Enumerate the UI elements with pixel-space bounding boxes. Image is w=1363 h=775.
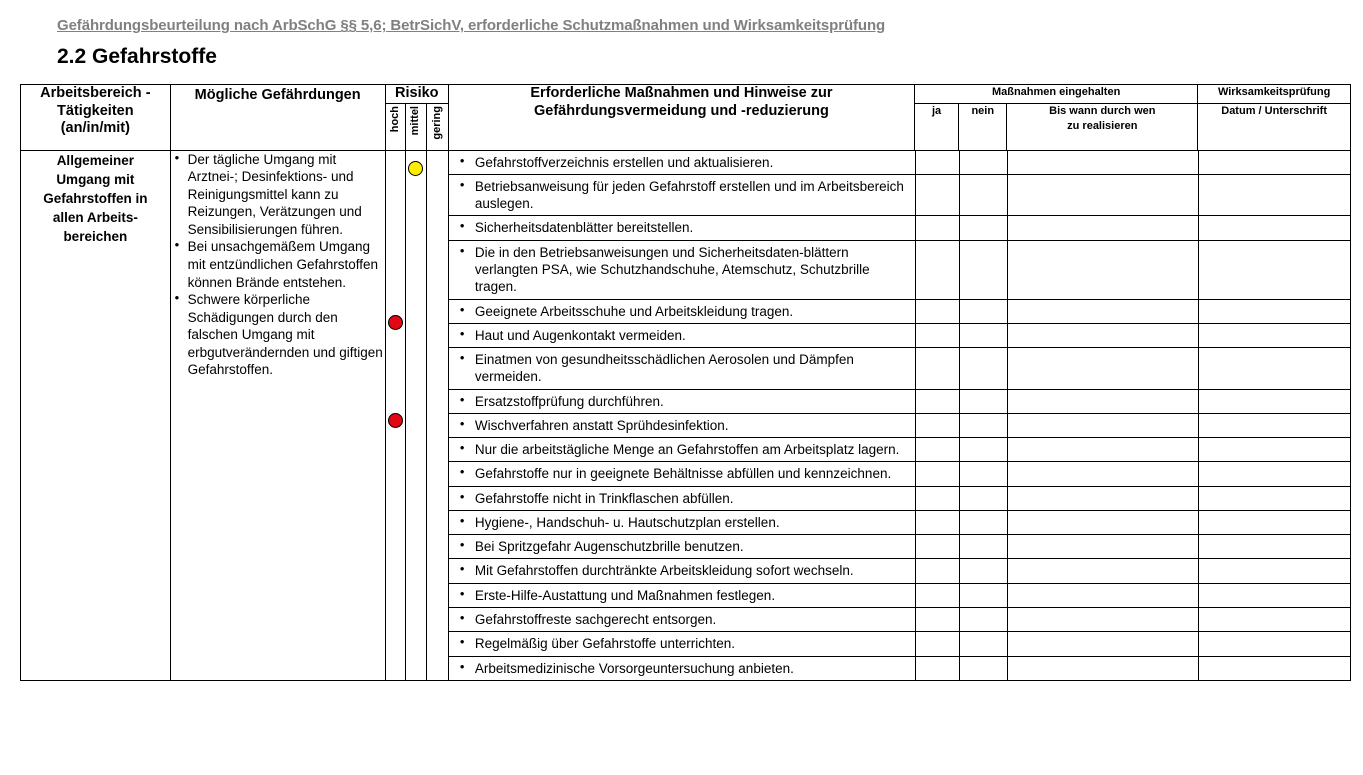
header-bis-wann-line1: Bis wann durch wen xyxy=(1049,104,1156,117)
measure-row xyxy=(449,348,1350,390)
measure-row xyxy=(449,632,1350,656)
measure-text: • Gefahrstoffe nur in geeignete Behältnisse abfüllen und kennzeichnen. xyxy=(449,462,915,486)
measure-wirksamkeit-cell[interactable] xyxy=(1198,348,1350,390)
header-massnahmen-line1: Erforderliche Maßnahmen und Hinweise zur xyxy=(530,85,833,101)
measure-wirksamkeit-cell[interactable] xyxy=(1198,583,1350,607)
measure-nein-cell[interactable] xyxy=(959,240,1007,299)
header-bis-wann-durch-wen xyxy=(1007,103,1198,150)
measure-bis-wann-cell[interactable] xyxy=(1007,486,1198,510)
measure-wirksamkeit-cell[interactable] xyxy=(1198,656,1350,680)
header-risiko-hoch-label: hoch xyxy=(388,105,401,132)
cell-risiko-gering[interactable] xyxy=(426,150,448,680)
measure-nein-cell[interactable] xyxy=(959,151,1007,175)
measure-bis-wann-cell[interactable] xyxy=(1007,348,1198,390)
measure-nein-cell[interactable] xyxy=(959,413,1007,437)
measure-text: • Gefahrstoffe nicht in Trinkflaschen abfüllen. xyxy=(449,486,915,510)
measure-row xyxy=(449,151,1350,175)
measure-text: • Geeignete Arbeitsschuhe und Arbeitskleidung tragen. xyxy=(449,299,915,323)
header-bis-wann-line2: zu realisieren xyxy=(1067,119,1138,132)
header-risiko-gering xyxy=(426,103,448,150)
measure-bis-wann-cell[interactable] xyxy=(1007,559,1198,583)
measure-nein-cell[interactable] xyxy=(959,299,1007,323)
measure-row xyxy=(449,216,1350,240)
measure-text: • Mit Gefahrstoffen durchtränkte Arbeitskleidung sofort wechseln. xyxy=(449,559,915,583)
arbeitsbereich-lines xyxy=(21,151,170,247)
header-risiko-hoch xyxy=(385,103,405,150)
measure-ja-cell[interactable] xyxy=(915,438,959,462)
measure-text: • Bei Spritzgefahr Augenschutzbrille benutzen. xyxy=(449,535,915,559)
list-item: • Bei unsachgemäßem Umgang mit entzündlichen Gefahrstoffen können Brände entstehen. xyxy=(188,238,385,291)
measure-ja-cell[interactable] xyxy=(915,174,959,216)
measure-bis-wann-cell[interactable] xyxy=(1007,656,1198,680)
header-risiko xyxy=(385,85,448,104)
measure-bis-wann-cell[interactable] xyxy=(1007,216,1198,240)
section-title: 2.2 Gefahrstoffe xyxy=(57,45,217,68)
measure-bis-wann-cell[interactable] xyxy=(1007,510,1198,534)
measure-bis-wann-cell[interactable] xyxy=(1007,240,1198,299)
measure-nein-cell[interactable] xyxy=(959,559,1007,583)
list-item: • Der tägliche Umgang mit Arztnei-; Desinfektions- und Reinigungsmittel kann zu Reizungen, Verätzungen und Sensibilisierungen führen. xyxy=(188,151,385,239)
cell-arbeitsbereich xyxy=(21,150,171,680)
header-eingehalten-ja xyxy=(914,103,958,150)
measure-bis-wann-cell[interactable] xyxy=(1007,535,1198,559)
measure-wirksamkeit-cell[interactable] xyxy=(1198,151,1350,175)
measure-ja-cell[interactable] xyxy=(915,240,959,299)
arbeitsbereich-line: bereichen xyxy=(63,229,128,245)
header-arbeitsbereich xyxy=(21,85,171,151)
measure-nein-cell[interactable] xyxy=(959,174,1007,216)
measure-row xyxy=(449,510,1350,534)
measure-ja-cell[interactable] xyxy=(915,486,959,510)
header-massnahmen-eingehalten-label: Maßnahmen eingehalten xyxy=(991,86,1121,98)
measure-ja-cell[interactable] xyxy=(915,389,959,413)
header-wirksamkeitspruefung xyxy=(1198,85,1351,104)
measure-text: • Regelmäßig über Gefahrstoffe unterrichten. xyxy=(449,632,915,656)
measure-wirksamkeit-cell[interactable] xyxy=(1198,216,1350,240)
arbeitsbereich-line: Umgang mit xyxy=(56,171,135,187)
measure-text: • Betriebsanweisung für jeden Gefahrstoff erstellen und im Arbeitsbereich auslegen. xyxy=(449,174,915,216)
measure-nein-cell[interactable] xyxy=(959,608,1007,632)
header-moegliche-gefaehrdungen xyxy=(170,85,385,151)
hazard-list xyxy=(171,151,385,379)
measure-bis-wann-cell[interactable] xyxy=(1007,174,1198,216)
arbeitsbereich-line: Allgemeiner xyxy=(56,152,134,168)
measure-row xyxy=(449,608,1350,632)
measure-ja-cell[interactable] xyxy=(915,462,959,486)
measure-wirksamkeit-cell[interactable] xyxy=(1198,413,1350,437)
measure-row xyxy=(449,389,1350,413)
measure-text: • Erste-Hilfe-Austattung und Maßnahmen festlegen. xyxy=(449,583,915,607)
measure-nein-cell[interactable] xyxy=(959,656,1007,680)
measure-wirksamkeit-cell[interactable] xyxy=(1198,299,1350,323)
measure-ja-cell[interactable] xyxy=(915,656,959,680)
arbeitsbereich-line: Gefahrstoffen in xyxy=(43,191,148,206)
measure-wirksamkeit-cell[interactable] xyxy=(1198,323,1350,347)
measure-wirksamkeit-cell[interactable] xyxy=(1198,438,1350,462)
header-massnahmen-eingehalten xyxy=(914,85,1197,104)
measure-row xyxy=(449,656,1350,680)
measure-bis-wann-cell[interactable] xyxy=(1007,151,1198,175)
risk-marker-hoch-1 xyxy=(388,315,403,330)
measure-ja-cell[interactable] xyxy=(915,559,959,583)
measure-row xyxy=(449,535,1350,559)
measure-ja-cell[interactable] xyxy=(915,323,959,347)
measure-wirksamkeit-cell[interactable] xyxy=(1198,608,1350,632)
measure-text: • Einatmen von gesundheitsschädlichen Aerosolen und Dämpfen vermeiden. xyxy=(449,348,915,390)
measure-text: • Hygiene-, Handschuh- u. Hautschutzplan erstellen. xyxy=(449,510,915,534)
measure-ja-cell[interactable] xyxy=(915,216,959,240)
header-moegliche-gefaehrdungen-label: Mögliche Gefährdungen xyxy=(194,87,361,103)
header-datum-unterschrift xyxy=(1198,103,1351,150)
measure-wirksamkeit-cell[interactable] xyxy=(1198,510,1350,534)
measures-tbody xyxy=(449,151,1350,680)
measure-nein-cell[interactable] xyxy=(959,348,1007,390)
cell-moegliche-gefaehrdungen xyxy=(170,150,385,680)
measure-ja-cell[interactable] xyxy=(915,583,959,607)
risk-assessment-table xyxy=(20,84,1351,681)
measure-nein-cell[interactable] xyxy=(959,535,1007,559)
header-datum-unterschrift-label: Datum / Unterschrift xyxy=(1221,104,1327,117)
measure-text: • Gefahrstoffreste sachgerecht entsorgen. xyxy=(449,608,915,632)
measure-bis-wann-cell[interactable] xyxy=(1007,299,1198,323)
risk-marker-mittel-1 xyxy=(408,161,423,176)
header-massnahmen-line2: Gefährdungsvermeidung und -reduzierung xyxy=(534,102,829,119)
measure-wirksamkeit-cell[interactable] xyxy=(1198,486,1350,510)
measure-ja-cell[interactable] xyxy=(915,535,959,559)
measure-bis-wann-cell[interactable] xyxy=(1007,389,1198,413)
header-eingehalten-nein xyxy=(959,103,1007,150)
header-risiko-mittel-label: mittel xyxy=(409,105,422,136)
measure-row xyxy=(449,583,1350,607)
measure-nein-cell[interactable] xyxy=(959,486,1007,510)
measure-nein-cell[interactable] xyxy=(959,583,1007,607)
measure-wirksamkeit-cell[interactable] xyxy=(1198,240,1350,299)
header-risiko-label: Risiko xyxy=(395,85,439,101)
arbeitsbereich-line: allen Arbeits- xyxy=(52,210,138,226)
header-arbeitsbereich-line1: Arbeitsbereich - xyxy=(40,85,151,101)
measure-row xyxy=(449,413,1350,437)
measure-text: • Arbeitsmedizinische Vorsorgeuntersuchung anbieten. xyxy=(449,656,915,680)
measure-ja-cell[interactable] xyxy=(915,151,959,175)
measures-table xyxy=(449,151,1350,680)
header-risiko-mittel xyxy=(405,103,426,150)
measure-row xyxy=(449,438,1350,462)
measure-nein-cell[interactable] xyxy=(959,438,1007,462)
measure-row xyxy=(449,240,1350,299)
measure-wirksamkeit-cell[interactable] xyxy=(1198,535,1350,559)
measure-row xyxy=(449,462,1350,486)
measure-bis-wann-cell[interactable] xyxy=(1007,438,1198,462)
measure-text: • Nur die arbeitstägliche Menge an Gefahrstoffen am Arbeitsplatz lagern. xyxy=(449,438,915,462)
measure-row xyxy=(449,559,1350,583)
measure-nein-cell[interactable] xyxy=(959,216,1007,240)
table-row xyxy=(21,150,1351,680)
cell-massnahmen-block xyxy=(448,150,1350,680)
measure-wirksamkeit-cell[interactable] xyxy=(1198,462,1350,486)
measure-wirksamkeit-cell[interactable] xyxy=(1198,389,1350,413)
measure-bis-wann-cell[interactable] xyxy=(1007,583,1198,607)
measure-wirksamkeit-cell[interactable] xyxy=(1198,632,1350,656)
measure-ja-cell[interactable] xyxy=(915,299,959,323)
measure-text: • Haut und Augenkontakt vermeiden. xyxy=(449,323,915,347)
measure-text: • Sicherheitsdatenblätter bereitstellen. xyxy=(449,216,915,240)
measure-bis-wann-cell[interactable] xyxy=(1007,413,1198,437)
measure-nein-cell[interactable] xyxy=(959,323,1007,347)
measure-ja-cell[interactable] xyxy=(915,608,959,632)
measure-bis-wann-cell[interactable] xyxy=(1007,323,1198,347)
measure-bis-wann-cell[interactable] xyxy=(1007,462,1198,486)
measure-nein-cell[interactable] xyxy=(959,389,1007,413)
measure-text: • Ersatzstoffprüfung durchführen. xyxy=(449,389,915,413)
measure-ja-cell[interactable] xyxy=(915,413,959,437)
measure-wirksamkeit-cell[interactable] xyxy=(1198,174,1350,216)
header-eingehalten-nein-label: nein xyxy=(971,104,995,117)
measure-text: • Wischverfahren anstatt Sprühdesinfektion. xyxy=(449,413,915,437)
measure-text: • Gefahrstoffverzeichnis erstellen und aktualisieren. xyxy=(449,151,915,175)
measure-row xyxy=(449,486,1350,510)
risk-marker-hoch-2 xyxy=(388,413,403,428)
cell-risiko-hoch[interactable] xyxy=(385,150,405,680)
header-eingehalten-ja-label: ja xyxy=(931,104,942,117)
measure-ja-cell[interactable] xyxy=(915,348,959,390)
cell-risiko-mittel[interactable] xyxy=(405,150,426,680)
risk-assessment-table-wrapper xyxy=(20,84,1351,681)
measure-bis-wann-cell[interactable] xyxy=(1007,608,1198,632)
header-arbeitsbereich-line3: (an/in/mit) xyxy=(60,120,130,137)
header-wirksamkeitspruefung-label: Wirksamkeitsprüfung xyxy=(1217,86,1331,98)
table-header-row-top xyxy=(21,85,1351,104)
measure-nein-cell[interactable] xyxy=(959,462,1007,486)
document-title: Gefährdungsbeurteilung nach ArbSchG §§ 5,6; BetrSichV, erforderliche Schutzmaßnahmen und Wirksamkeitsprüfung xyxy=(57,17,886,34)
measure-ja-cell[interactable] xyxy=(915,510,959,534)
measure-row xyxy=(449,323,1350,347)
measure-row xyxy=(449,299,1350,323)
measure-row xyxy=(449,174,1350,216)
measure-text: • Die in den Betriebsanweisungen und Sicherheitsdaten-blättern verlangten PSA, wie Schutzhandschuhe, Atemschutz, Schutzbrille tragen. xyxy=(449,240,915,299)
measure-nein-cell[interactable] xyxy=(959,632,1007,656)
list-item: • Schwere körperliche Schädigungen durch den falschen Umgang mit erbgutverändernden und giftigen Gefahrstoffen. xyxy=(188,291,385,379)
header-risiko-gering-label: gering xyxy=(430,105,443,140)
measure-bis-wann-cell[interactable] xyxy=(1007,632,1198,656)
header-erforderliche-massnahmen xyxy=(448,85,914,151)
header-arbeitsbereich-line2: Tätigkeiten xyxy=(57,102,134,119)
measure-ja-cell[interactable] xyxy=(915,632,959,656)
measure-wirksamkeit-cell[interactable] xyxy=(1198,559,1350,583)
measure-nein-cell[interactable] xyxy=(959,510,1007,534)
